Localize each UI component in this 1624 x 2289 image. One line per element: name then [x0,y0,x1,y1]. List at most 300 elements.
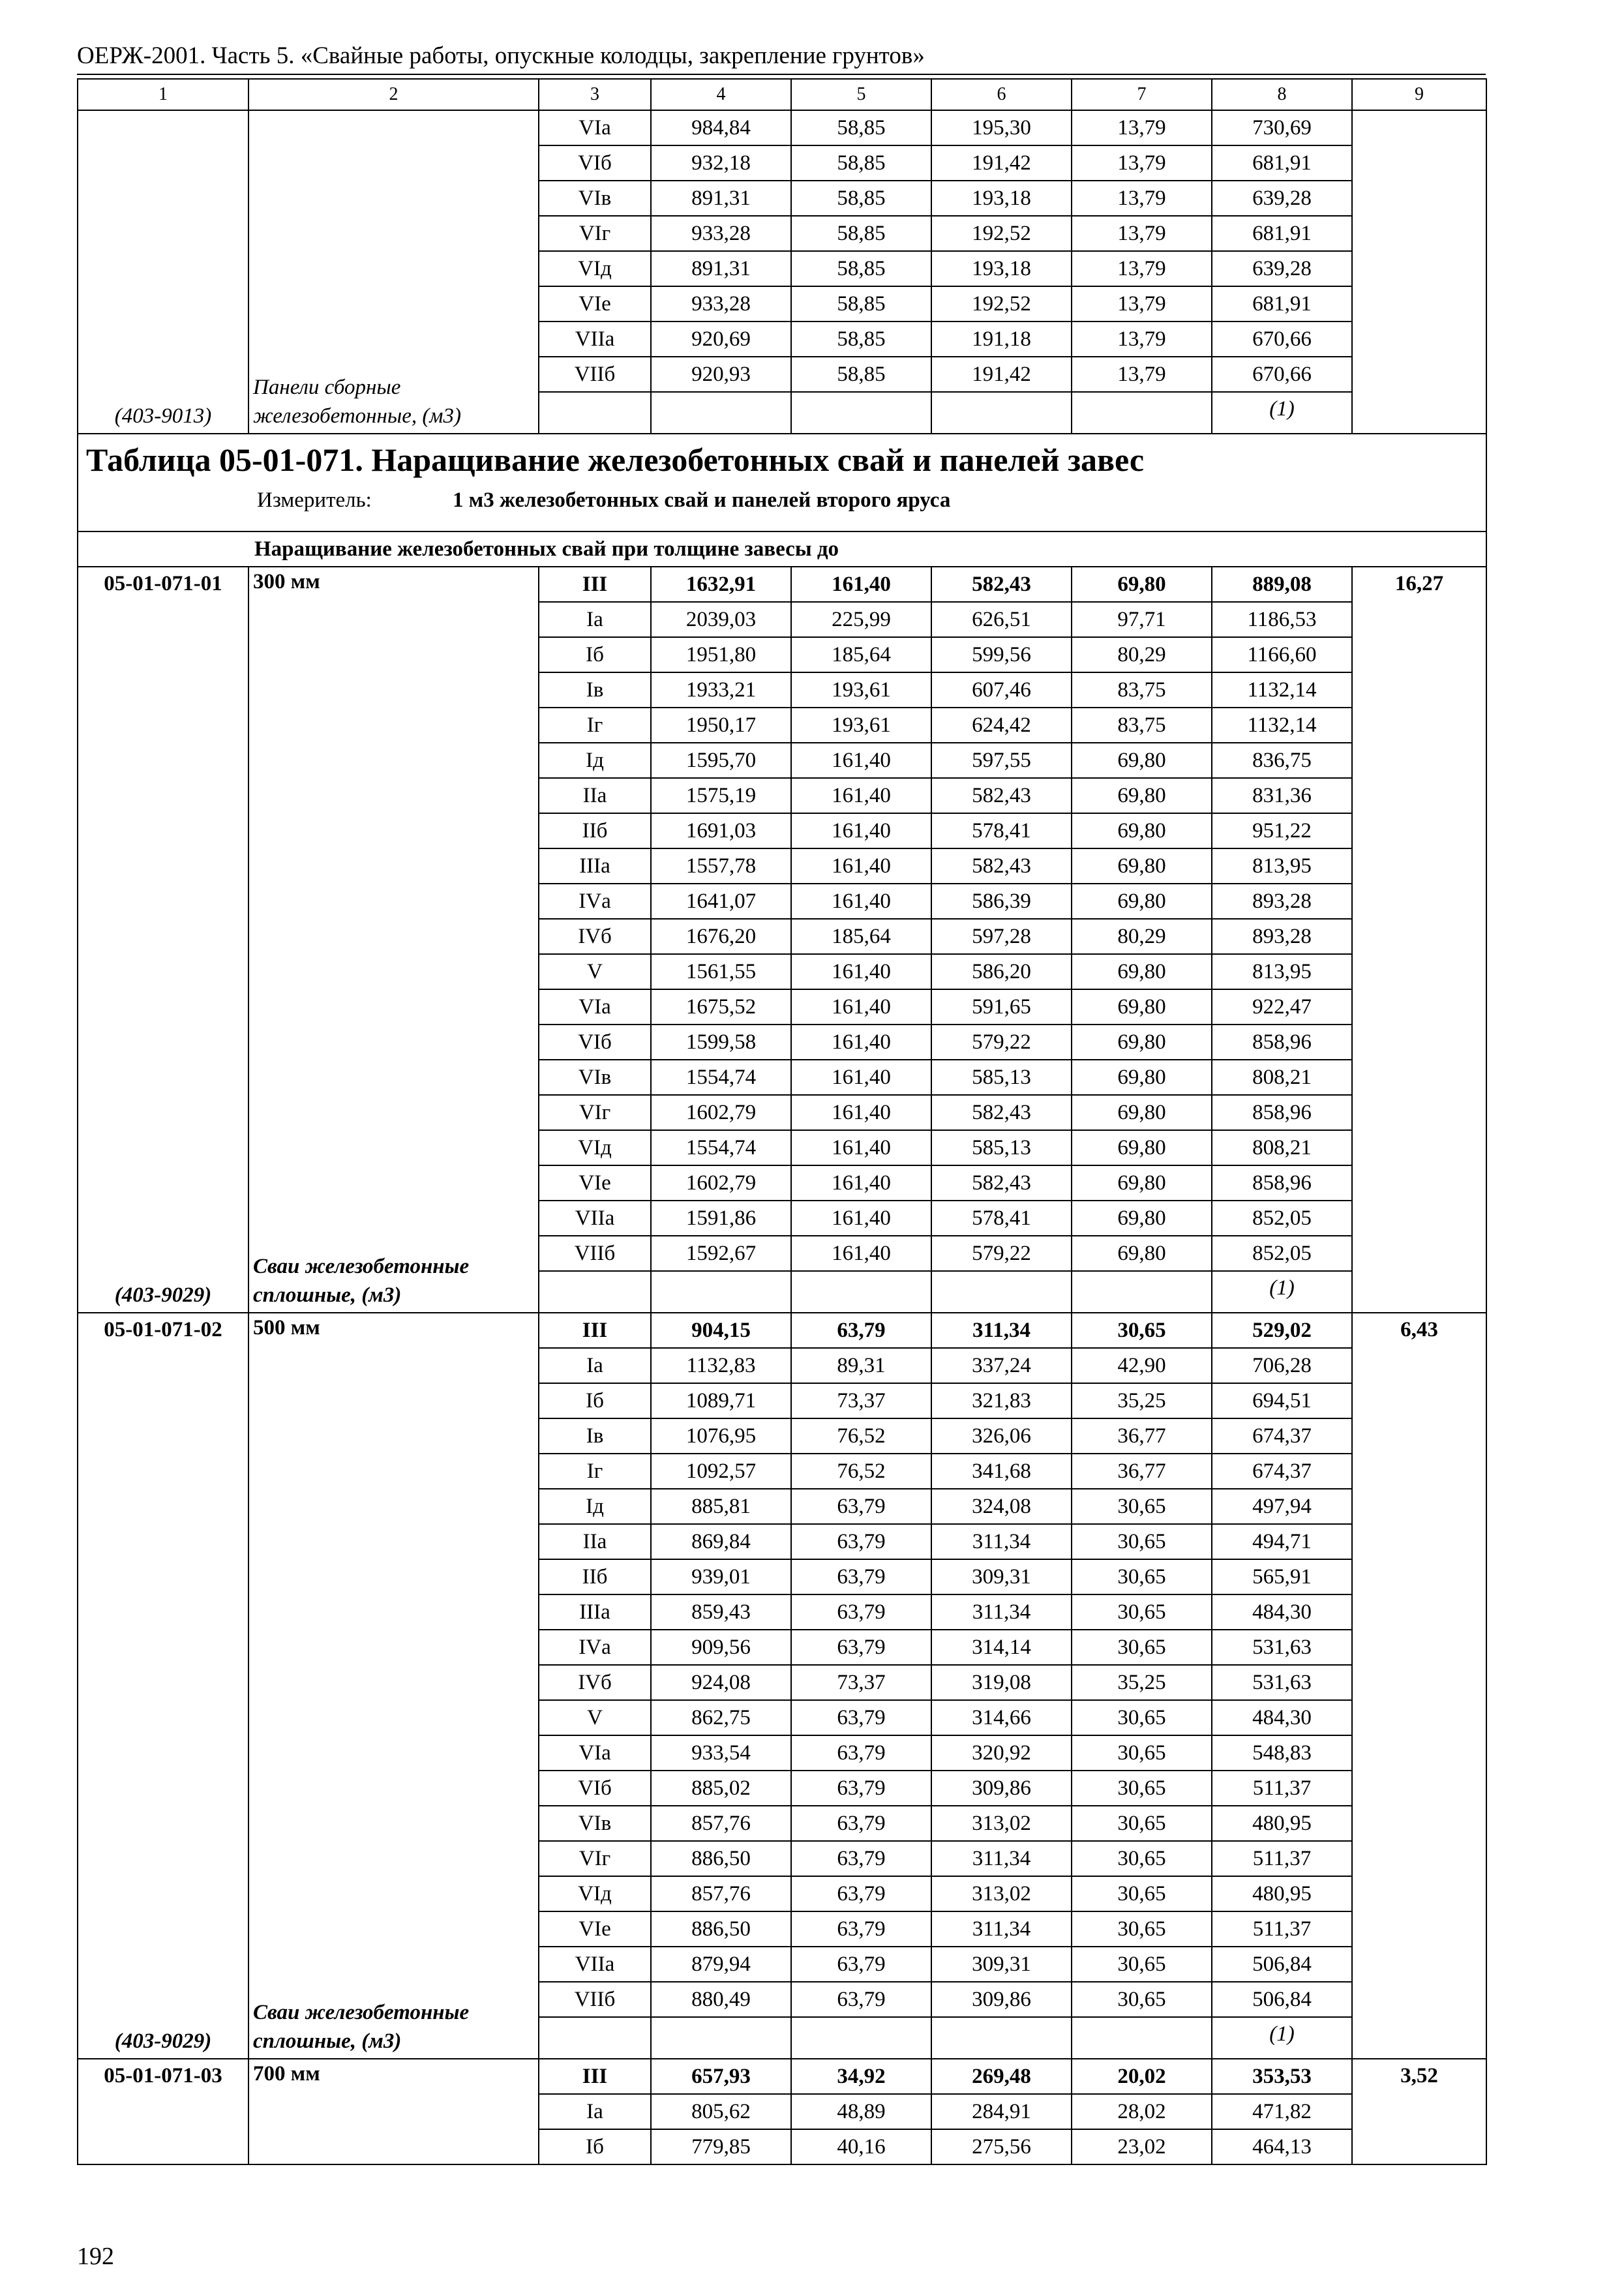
value-cell: 69,80 [1072,1025,1212,1060]
value-cell: 73,37 [791,1383,931,1418]
value-cell: 808,21 [1212,1060,1352,1095]
value-cell: 1554,74 [651,1060,791,1095]
value-cell: 813,95 [1212,954,1352,989]
value-cell: 69,80 [1072,1236,1212,1271]
value-cell: 161,40 [791,989,931,1025]
zone-cell: Iа [539,2094,651,2129]
value-cell: 484,30 [1212,1594,1352,1630]
value-cell: 852,05 [1212,1236,1352,1271]
value-cell: 284,91 [931,2094,1072,2129]
value-cell: 13,79 [1072,181,1212,216]
value-cell: 585,13 [931,1060,1072,1095]
zone-cell: VIб [539,1771,651,1806]
empty-cell [651,392,791,434]
value-cell: 161,40 [791,1060,931,1095]
zone-cell: VIг [539,1841,651,1876]
value-cell: 34,92 [791,2059,931,2094]
zone-cell: IVа [539,884,651,919]
empty-cell [791,2017,931,2059]
value-cell: 1186,53 [1212,602,1352,637]
value-cell: 48,89 [791,2094,931,2129]
value-cell: 639,28 [1212,181,1352,216]
empty-cell [791,392,931,434]
value-cell: 779,85 [651,2129,791,2164]
value-cell: 30,65 [1072,1876,1212,1911]
zone-cell: Iг [539,1454,651,1489]
material-name: Сваи железобетонные сплошные, (м3) [253,2001,470,2053]
value-cell: 904,15 [651,1313,791,1348]
zone-cell: VIIб [539,1236,651,1271]
value-cell: 857,76 [651,1806,791,1841]
value-cell: 191,42 [931,357,1072,392]
page-header: ОЕРЖ-2001. Часть 5. «Свайные работы, опускные колодцы, закрепление грунтов» [77,42,925,69]
value-cell: 706,28 [1212,1348,1352,1383]
value-cell: 933,28 [651,286,791,322]
value-cell: 579,22 [931,1025,1072,1060]
code-cell [78,1313,248,2059]
value-cell: 337,24 [931,1348,1072,1383]
value-cell: 313,02 [931,1876,1072,1911]
value-cell: 670,66 [1212,322,1352,357]
value-cell: 35,25 [1072,1383,1212,1418]
value-cell: 76,52 [791,1418,931,1454]
measure-label: Измеритель: [257,488,372,512]
value-cell: 58,85 [791,251,931,286]
table-row [78,2059,1486,2094]
value-cell: 30,65 [1072,1806,1212,1841]
value-cell: 69,80 [1072,743,1212,778]
value-cell: 58,85 [791,110,931,145]
zone-cell: VIв [539,1806,651,1841]
value-cell: 30,65 [1072,1559,1212,1594]
name: 500 мм [253,1316,320,1339]
value-cell: 597,55 [931,743,1072,778]
value-cell: 891,31 [651,251,791,286]
value-cell: 624,42 [931,708,1072,743]
zone-cell: IVб [539,1665,651,1700]
material-name: Сваи железобетонные сплошные, (м3) [253,1255,470,1307]
zone-cell: IIа [539,778,651,813]
value-cell: 58,85 [791,357,931,392]
zone-cell: Iд [539,1489,651,1524]
value-cell: 1132,14 [1212,672,1352,708]
value-cell: 83,75 [1072,672,1212,708]
zone-cell: V [539,1700,651,1735]
zone-cell: VIIа [539,1947,651,1982]
value-cell: 161,40 [791,884,931,919]
empty-cell [791,1271,931,1313]
value-cell: 311,34 [931,1911,1072,1947]
empty-cell [931,392,1072,434]
value-cell: 275,56 [931,2129,1072,2164]
zone-cell: Iа [539,1348,651,1383]
value-cell: 889,08 [1212,567,1352,602]
value-cell: 311,34 [931,1594,1072,1630]
value-cell: 30,65 [1072,1524,1212,1559]
value-cell: 578,41 [931,813,1072,848]
zone-cell: VIIб [539,357,651,392]
value-cell: 886,50 [651,1911,791,1947]
empty-cell [539,1271,651,1313]
value-cell: 920,69 [651,322,791,357]
value-cell: 694,51 [1212,1383,1352,1418]
value-cell: 319,08 [931,1665,1072,1700]
zone-cell: IIIа [539,1594,651,1630]
table-row [78,567,1486,602]
zone-cell: VIб [539,1025,651,1060]
zone-cell: VIб [539,145,651,181]
zone-cell: III [539,1313,651,1348]
value-cell: 932,18 [651,145,791,181]
value-cell: 879,94 [651,1947,791,1982]
value-cell: 582,43 [931,848,1072,884]
empty-cell [539,392,651,434]
value-cell: 63,79 [791,1982,931,2017]
value-cell: 13,79 [1072,286,1212,322]
zone-cell: VIд [539,251,651,286]
zone-cell: VIIа [539,1201,651,1236]
header-rule [77,74,1486,75]
value-cell: 831,36 [1212,778,1352,813]
value-cell: 83,75 [1072,708,1212,743]
empty-cell [651,1271,791,1313]
value-cell: 20,02 [1072,2059,1212,2094]
zone-cell: IIб [539,813,651,848]
value-cell: 933,54 [651,1735,791,1771]
value-cell: 805,62 [651,2094,791,2129]
value-cell: 565,91 [1212,1559,1352,1594]
value-cell: 880,49 [651,1982,791,2017]
column-number: 9 [1352,79,1486,110]
name: 300 мм [253,570,320,593]
zone-cell: VIIб [539,1982,651,2017]
value-cell: 314,14 [931,1630,1072,1665]
section-title: Наращивание железобетонных свай при толщине завесы до [78,531,1486,567]
column-number: 4 [651,79,791,110]
value-cell: 63,79 [791,1806,931,1841]
value-cell: 951,22 [1212,813,1352,848]
value-cell: 1554,74 [651,1130,791,1165]
zone-cell: Iд [539,743,651,778]
value-cell: 920,93 [651,357,791,392]
value-cell: 582,43 [931,567,1072,602]
value-cell: 922,47 [1212,989,1352,1025]
table-caption-row [78,434,1486,531]
col9-cell [1352,110,1486,434]
value-cell: 195,30 [931,110,1072,145]
value-cell: 161,40 [791,848,931,884]
value-cell: 35,25 [1072,1665,1212,1700]
value-cell: 309,31 [931,1559,1072,1594]
column-number: 3 [539,79,651,110]
zone-cell: VIг [539,1095,651,1130]
value-cell: 586,39 [931,884,1072,919]
value-cell: 591,65 [931,989,1072,1025]
value-cell: 225,99 [791,602,931,637]
value-cell: 1591,86 [651,1201,791,1236]
zone-cell: VIе [539,286,651,322]
value-cell: 191,42 [931,145,1072,181]
value-cell: 42,90 [1072,1348,1212,1383]
zone-cell: VIг [539,216,651,251]
value-cell: 1602,79 [651,1165,791,1201]
zone-cell: Iв [539,672,651,708]
value-cell: 321,83 [931,1383,1072,1418]
page-number: 192 [77,2243,114,2270]
value-cell: 69,80 [1072,1165,1212,1201]
empty-cell [1072,1271,1212,1313]
name-cell [248,567,539,1313]
zone-cell: VIа [539,1735,651,1771]
value-cell: 63,79 [791,1947,931,1982]
value-cell: 185,64 [791,637,931,672]
value-cell: 1632,91 [651,567,791,602]
value-cell: 185,64 [791,919,931,954]
zone-cell: III [539,2059,651,2094]
value-cell: 579,22 [931,1236,1072,1271]
table-title: Таблица 05-01-071. Наращивание железобетонных свай и панелей завес [86,441,1145,478]
value-cell: 13,79 [1072,216,1212,251]
value-cell: 161,40 [791,1025,931,1060]
value-cell: 1132,14 [1212,708,1352,743]
value-cell: 681,91 [1212,286,1352,322]
value-cell: 2039,03 [651,602,791,637]
value-cell: 582,43 [931,1095,1072,1130]
zone-cell: VIа [539,989,651,1025]
value-cell: 63,79 [791,1489,931,1524]
value-cell: 97,71 [1072,602,1212,637]
empty-cell [931,2017,1072,2059]
value-cell: 311,34 [931,1524,1072,1559]
value-cell: 531,63 [1212,1630,1352,1665]
value-cell: 1599,58 [651,1025,791,1060]
table-row [78,110,1486,145]
value-cell: 1166,60 [1212,637,1352,672]
value-cell: 30,65 [1072,1700,1212,1735]
value-cell: 63,79 [791,1735,931,1771]
value-cell: 548,83 [1212,1735,1352,1771]
value-cell: 924,08 [651,1665,791,1700]
value-cell: 63,79 [791,1594,931,1630]
value-cell: 1595,70 [651,743,791,778]
code: 05-01-071-02 [104,1318,222,1341]
value-cell: 1641,07 [651,884,791,919]
name-cell [248,110,539,434]
value-cell: 1076,95 [651,1418,791,1454]
empty-cell [539,2017,651,2059]
value-cell: 1602,79 [651,1095,791,1130]
value-cell: 309,31 [931,1947,1072,1982]
value-cell: 984,84 [651,110,791,145]
value-cell: 933,28 [651,216,791,251]
value-cell: 1132,83 [651,1348,791,1383]
value-cell: 36,77 [1072,1454,1212,1489]
value-cell: 1691,03 [651,813,791,848]
column-number: 5 [791,79,931,110]
value-cell: 858,96 [1212,1095,1352,1130]
value-cell: 161,40 [791,778,931,813]
value-cell: 63,79 [791,1559,931,1594]
value-cell: 582,43 [931,1165,1072,1201]
value-cell: 670,66 [1212,357,1352,392]
value-cell: 471,82 [1212,2094,1352,2129]
value-cell: 511,37 [1212,1771,1352,1806]
value-cell: 269,48 [931,2059,1072,2094]
value-cell: 69,80 [1072,1095,1212,1130]
value-cell: 13,79 [1072,110,1212,145]
value-cell: 36,77 [1072,1418,1212,1454]
value-cell: 862,75 [651,1700,791,1735]
column-number: 2 [248,79,539,110]
value-cell: 893,28 [1212,884,1352,919]
value-cell: 63,79 [791,1524,931,1559]
value-cell: 529,02 [1212,1313,1352,1348]
footnote: (1) [1212,2017,1352,2059]
value-cell: 639,28 [1212,251,1352,286]
value-cell: 161,40 [791,954,931,989]
value-cell: 341,68 [931,1454,1072,1489]
value-cell: 30,65 [1072,1489,1212,1524]
value-cell: 494,71 [1212,1524,1352,1559]
value-cell: 480,95 [1212,1876,1352,1911]
footnote: (1) [1212,1271,1352,1313]
value-cell: 1575,19 [651,778,791,813]
value-cell: 582,43 [931,778,1072,813]
value-cell: 80,29 [1072,637,1212,672]
zone-cell: VIв [539,1060,651,1095]
value-cell: 161,40 [791,813,931,848]
value-cell: 193,61 [791,672,931,708]
value-cell: 313,02 [931,1806,1072,1841]
table-row [78,1313,1486,1348]
value-cell: 63,79 [791,1771,931,1806]
value-cell: 939,01 [651,1559,791,1594]
value-cell: 28,02 [1072,2094,1212,2129]
zone-cell: IVа [539,1630,651,1665]
value-cell: 885,81 [651,1489,791,1524]
value-cell: 192,52 [931,216,1072,251]
footnote: (1) [1212,392,1352,434]
zone-cell: IIа [539,1524,651,1559]
zone-cell: IIIа [539,848,651,884]
table-caption [78,434,1486,531]
code-cell [78,567,248,1313]
value-cell: 69,80 [1072,1201,1212,1236]
value-cell: 58,85 [791,181,931,216]
value-cell: 311,34 [931,1841,1072,1876]
value-cell: 869,84 [651,1524,791,1559]
value-cell: 30,65 [1072,1313,1212,1348]
value-cell: 69,80 [1072,884,1212,919]
value-cell: 69,80 [1072,954,1212,989]
value-cell: 599,56 [931,637,1072,672]
value-cell: 80,29 [1072,919,1212,954]
value-cell: 161,40 [791,1130,931,1165]
zone-cell: VIIа [539,322,651,357]
value-cell: 464,13 [1212,2129,1352,2164]
col9-cell: 3,52 [1352,2059,1486,2164]
name: 700 мм [253,2062,320,2086]
value-cell: 161,40 [791,1095,931,1130]
value-cell: 681,91 [1212,216,1352,251]
value-cell: 13,79 [1072,145,1212,181]
column-number: 7 [1072,79,1212,110]
value-cell: 193,61 [791,708,931,743]
value-cell: 58,85 [791,216,931,251]
value-cell: 30,65 [1072,1594,1212,1630]
zone-cell: IIб [539,1559,651,1594]
value-cell: 161,40 [791,1201,931,1236]
value-cell: 69,80 [1072,813,1212,848]
value-cell: 13,79 [1072,322,1212,357]
column-number-row [78,79,1486,110]
value-cell: 63,79 [791,1700,931,1735]
value-cell: 58,85 [791,286,931,322]
value-cell: 161,40 [791,1236,931,1271]
measure-line [86,483,1478,518]
value-cell: 497,94 [1212,1489,1352,1524]
value-cell: 674,37 [1212,1418,1352,1454]
value-cell: 1592,67 [651,1236,791,1271]
value-cell: 808,21 [1212,1130,1352,1165]
value-cell: 909,56 [651,1630,791,1665]
value-cell: 69,80 [1072,567,1212,602]
value-cell: 30,65 [1072,1841,1212,1876]
value-cell: 63,79 [791,1911,931,1947]
zone-cell: VIд [539,1876,651,1911]
value-cell: 23,02 [1072,2129,1212,2164]
column-number: 1 [78,79,248,110]
zone-cell: VIв [539,181,651,216]
value-cell: 193,18 [931,181,1072,216]
value-cell: 852,05 [1212,1201,1352,1236]
value-cell: 857,76 [651,1876,791,1911]
value-cell: 891,31 [651,181,791,216]
zone-cell: VIа [539,110,651,145]
value-cell: 1089,71 [651,1383,791,1418]
value-cell: 63,79 [791,1841,931,1876]
zone-cell: Iб [539,2129,651,2164]
value-cell: 324,08 [931,1489,1072,1524]
value-cell: 681,91 [1212,145,1352,181]
zone-cell: Iб [539,637,651,672]
value-cell: 1561,55 [651,954,791,989]
value-cell: 58,85 [791,322,931,357]
code-ref: (403-9029) [114,2029,212,2053]
zone-cell: Iв [539,1418,651,1454]
value-cell: 1675,52 [651,989,791,1025]
zone-cell: III [539,567,651,602]
value-cell: 13,79 [1072,251,1212,286]
empty-cell [931,1271,1072,1313]
value-cell: 69,80 [1072,778,1212,813]
zone-cell: Iа [539,602,651,637]
value-cell: 1951,80 [651,637,791,672]
rates-table [77,78,1487,2165]
value-cell: 69,80 [1072,848,1212,884]
empty-cell [651,2017,791,2059]
zone-cell: VIе [539,1911,651,1947]
value-cell: 69,80 [1072,1060,1212,1095]
value-cell: 585,13 [931,1130,1072,1165]
code-cell [78,110,248,434]
code-ref: (403-9029) [114,1283,212,1307]
value-cell: 58,85 [791,145,931,181]
value-cell: 76,52 [791,1454,931,1489]
col9-cell: 16,27 [1352,567,1486,1313]
value-cell: 836,75 [1212,743,1352,778]
value-cell: 63,79 [791,1313,931,1348]
